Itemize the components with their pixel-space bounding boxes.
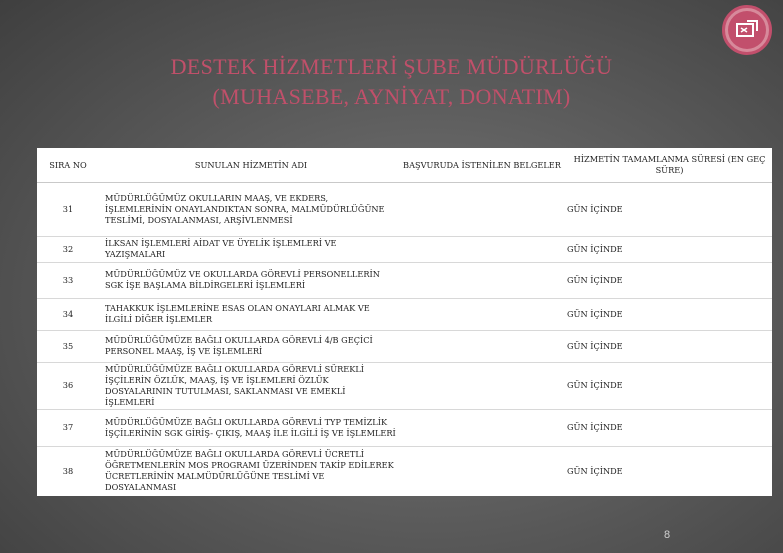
row-no: 36: [62, 380, 74, 390]
row-docs: [397, 362, 567, 409]
row-no: 32: [62, 243, 74, 254]
row-name: MÜDÜRLÜĞÜMÜZ OKULLARIN MAAŞ, VE EKDERS, İŞLEMLERİNİN ONAYLANDIKTAN SONRA, MALMÜDÜRLÜĞÜNE TESLİMİ, DOSYALANMASI, ARŞİVLENMESİ: [105, 192, 385, 225]
row-name: İLKSAN İŞLEMLERİ AİDAT VE ÜYELİK İŞLEMLERİ VE YAZIŞMALARI: [105, 238, 337, 259]
row-time: GÜN İÇİNDE: [567, 274, 623, 285]
row-no: 31: [62, 203, 74, 214]
row-time: GÜN İÇİNDE: [567, 243, 623, 254]
row-name: TAHAKKUK İŞLEMLERİNE ESAS OLAN ONAYLARI ALMAK VE İLGİLİ DİĞER İŞLEMLER: [105, 303, 370, 324]
table-row: [37, 182, 772, 237]
page-number: 8: [664, 529, 671, 541]
row-no: 38: [62, 465, 74, 476]
row-docs: [397, 262, 567, 298]
table-row: [37, 298, 772, 331]
row-no: 34: [62, 308, 74, 319]
row-no: 35: [62, 340, 74, 351]
table-row: [37, 236, 772, 263]
table-row: [37, 262, 772, 299]
row-no: 33: [62, 274, 74, 285]
header-docs: BAŞVURUDA İSTENİLEN BELGELER: [403, 159, 561, 170]
presentation-icon: [722, 5, 772, 55]
table-row: [37, 446, 772, 496]
row-no: 37: [62, 422, 74, 432]
row-docs: [397, 409, 567, 446]
table-row: [37, 362, 772, 410]
row-time: GÜN İÇİNDE: [567, 203, 623, 214]
row-time: GÜN İÇİNDE: [567, 340, 623, 351]
header-no: SIRA NO: [49, 159, 87, 170]
row-time: GÜN İÇİNDE: [567, 422, 623, 432]
title-line-2: (MUHASEBE, AYNİYAT, DONATIM): [212, 84, 571, 109]
row-time: GÜN İÇİNDE: [567, 380, 623, 390]
header-time: HİZMETİN TAMAMLANMA SÜRESİ (EN GEÇ SÜRE): [573, 154, 766, 175]
table-header: [37, 148, 772, 183]
row-docs: [397, 182, 567, 236]
row-docs: [397, 446, 567, 496]
table-row: [37, 330, 772, 363]
row-name: MÜDÜRLÜĞÜMÜZE BAĞLI OKULLARDA GÖREVLİ SÜREKLİ İŞÇİLERİN ÖZLÜK, MAAŞ, İŞ VE İŞLEMLERİ ÖZLÜK DOSYALARININ TUTULMASI, SAKLANMASI VE EMEKLİ İŞLEMLERİ: [105, 363, 365, 407]
row-docs: [397, 330, 567, 362]
row-name: MÜDÜRLÜĞÜMÜZE BAĞLI OKULLARDA GÖREVLİ ÜCRETLİ ÖĞRETMENLERİN MOS PROGRAMI ÜZERİNDEN TAKİP EDİLEREK ÜCRETLERİNİN MALMÜDÜRLÜĞÜNE TESLİMİ VE DOSYALANMASI: [105, 449, 394, 492]
row-time: GÜN İÇİNDE: [567, 308, 623, 319]
row-docs: [397, 298, 567, 330]
title-line-1: DESTEK HİZMETLERİ ŞUBE MÜDÜRLÜĞÜ: [170, 54, 613, 79]
row-time: GÜN İÇİNDE: [567, 465, 623, 476]
services-table: [37, 148, 772, 496]
header-name: SUNULAN HİZMETİN ADI: [194, 159, 308, 170]
row-name: MÜDÜRLÜĞÜMÜZ VE OKULLARDA GÖREVLİ PERSONELLERİN SGK İŞE BAŞLAMA BİLDİRGELERİ İŞLEMLERİ: [105, 269, 380, 290]
row-docs: [397, 236, 567, 262]
page-title: [0, 52, 783, 112]
table-row: [37, 409, 772, 447]
row-name: MÜDÜRLÜĞÜMÜZE BAĞLI OKULLARDA GÖREVLİ 4/B GEÇİCİ PERSONEL MAAŞ, İŞ VE İŞLEMLERİ: [105, 335, 373, 356]
row-name: MÜDÜRLÜĞÜMÜZE BAĞLI OKULLARDA GÖREVLİ TYP TEMİZLİK İŞÇİLERİNİN SGK GİRİŞ- ÇIKIŞ, MAAŞ İLE İLGİLİ İŞ VE İŞLEMLERİ: [105, 416, 396, 438]
